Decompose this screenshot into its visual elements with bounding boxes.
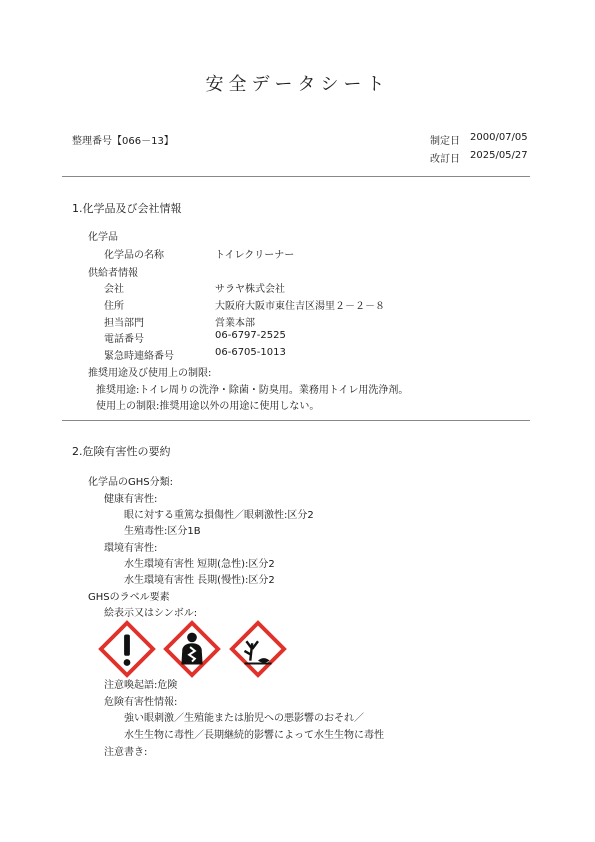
hazard-line-2: 水生生物に毒性／長期継続的影響によって水生生物に毒性	[124, 730, 384, 741]
company-label: 会社	[104, 284, 124, 295]
name-value: トイレクリーナー	[215, 250, 295, 261]
use-line-1: 推奨用途:トイレ周りの洗浄・除菌・防臭用。業務用トイレ用洗浄剤。	[96, 385, 409, 396]
precaution-label: 注意書き:	[104, 747, 148, 758]
doc-number: 整理番号【066－13】	[72, 136, 174, 147]
supplier-label: 供給者情報	[88, 268, 138, 279]
use-line-2: 使用上の制限:推奨用途以外の用途に使用しない。	[96, 401, 320, 412]
page-title: 安全データシート	[205, 74, 390, 95]
environment-icon	[229, 620, 287, 678]
section1-heading: 1.化学品及び会社情報	[72, 202, 182, 215]
company-value: サラヤ株式会社	[215, 284, 285, 295]
emergency-value: 06-6705-1013	[215, 347, 286, 358]
symbols-label: 絵表示又はシンボル:	[104, 608, 198, 619]
revised-date: 2025/05/27	[470, 150, 528, 161]
ghs-classification: 化学品のGHS分類:	[88, 477, 173, 488]
env-hazard-label: 環境有害性:	[104, 543, 158, 554]
divider	[62, 176, 530, 177]
emergency-label: 緊急時連絡番号	[104, 351, 174, 362]
phone-label: 電話番号	[104, 334, 144, 345]
section2-heading: 2.危険有害性の要約	[72, 445, 171, 458]
divider	[62, 420, 530, 421]
dept-value: 営業本部	[215, 318, 255, 329]
use-heading: 推奨用途及び使用上の制限:	[88, 368, 212, 379]
health-hazard-label: 健康有害性:	[104, 494, 158, 505]
created-date: 2000/07/05	[470, 132, 528, 143]
signal-word: 注意喚起語:危険	[104, 680, 178, 691]
exclamation-mark-icon	[98, 620, 156, 678]
hazard-line-1: 強い眼刺激／生殖能または胎児への悪影響のおそれ／	[124, 713, 364, 724]
name-label: 化学品の名称	[104, 250, 164, 261]
env-item-2: 水生環境有害性 長期(慢性):区分2	[124, 575, 275, 586]
chemical-label: 化学品	[88, 232, 118, 243]
address-value: 大阪府大阪市東住吉区湯里２－２－８	[215, 301, 385, 312]
health-hazard-icon	[163, 620, 221, 678]
created-label: 制定日	[430, 136, 460, 147]
health-item-1: 眼に対する重篤な損傷性／眼刺激性:区分2	[124, 510, 314, 521]
address-label: 住所	[104, 301, 124, 312]
health-item-2: 生殖毒性:区分1B	[124, 526, 201, 537]
hazard-info-label: 危険有害性情報:	[104, 697, 178, 708]
phone-value: 06-6797-2525	[215, 330, 286, 341]
dept-label: 担当部門	[104, 318, 144, 329]
label-elements: GHSのラベル要素	[88, 592, 170, 603]
env-item-1: 水生環境有害性 短期(急性):区分2	[124, 559, 275, 570]
revised-label: 改訂日	[430, 154, 460, 165]
